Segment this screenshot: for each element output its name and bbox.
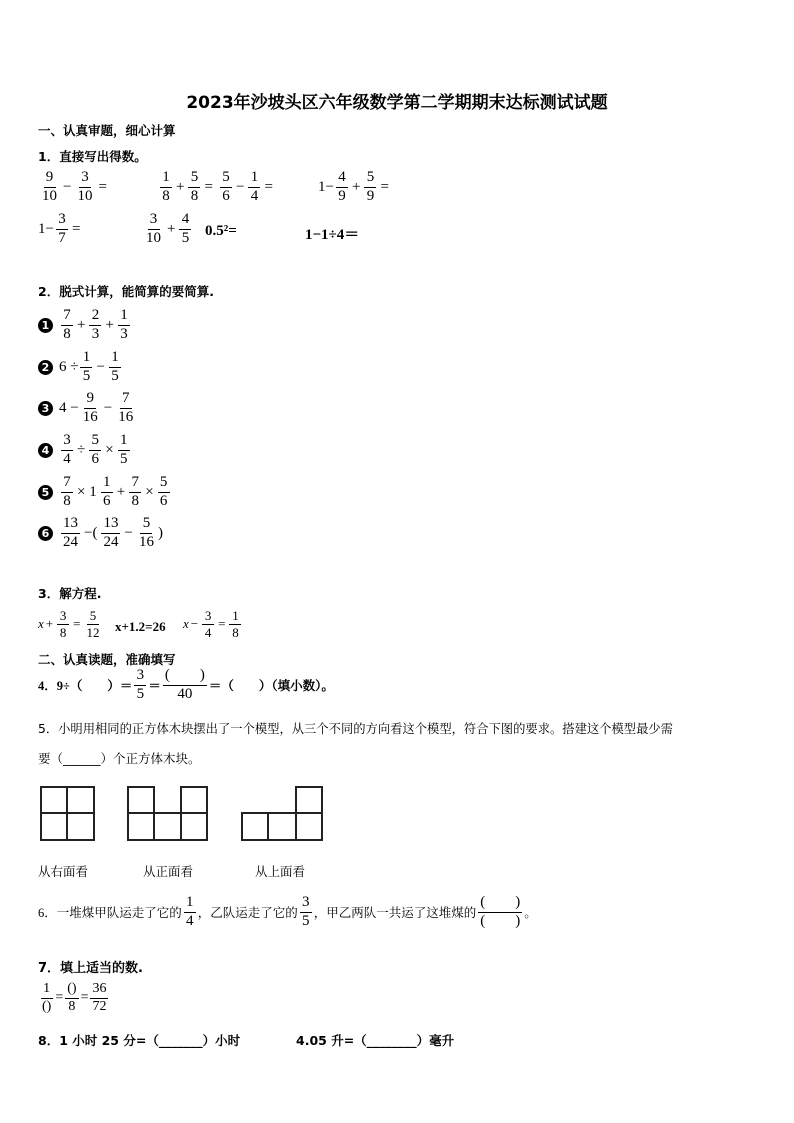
question-2-label: 2．脱式计算，能简算的要简算.: [38, 284, 214, 299]
q1-item-2: $\frac{1}{8}$ + $\frac{5}{8}$ =: [158, 170, 215, 205]
question-1-label: 1．直接写出得数。: [38, 149, 147, 164]
q2-expression-2: 2 6 ÷ $\frac{1}{5}$ − $\frac{1}{5}$: [38, 350, 123, 385]
q3-equation-2: x+1.2=26: [115, 619, 166, 634]
question-8-part-b: 4.05 升=（________）毫升: [296, 1033, 455, 1048]
question-6: 6．一堆煤甲队运走了它的 $\frac{1}{4}$ ，乙队运走了它的 $\frac{3}{5}$ ，甲乙两队一共运了这堆煤的 $\frac{( )}{( )}$ 。: [38, 894, 537, 929]
number-marker: 5: [38, 485, 53, 500]
q3-equation-1: x + $\frac{3}{8}$ = $\frac{5}{12}$: [38, 608, 100, 640]
q1-item-5: 1− $\frac{3}{7}$ =: [38, 211, 81, 246]
q1-item-4: 1− $\frac{4}{9}$ + $\frac{5}{9}$ =: [318, 169, 389, 204]
q2-expression-6: 6 $\frac{13}{24}$ −( $\frac{13}{24}$ − $\frac{5}{16}$ ): [38, 516, 163, 551]
caption-from-front: 从正面看: [143, 864, 194, 879]
page-title: 2023年沙坡头区六年级数学第二学期期末达标测试试题: [186, 93, 608, 113]
q2-expression-4: 4 $\frac{3}{4}$ ÷ $\frac{5}{6}$ × $\frac{1}{5}$: [38, 433, 132, 468]
q1-item-3: $\frac{5}{6}$ − $\frac{1}{4}$ =: [218, 170, 275, 205]
number-marker: 2: [38, 360, 53, 375]
question-7-label: 7．填上适当的数.: [38, 961, 143, 976]
q2-expression-3: 3 4 − $\frac{9}{16}$ − $\frac{7}{16}$: [38, 391, 137, 426]
q3-equation-3: x − $\frac{3}{4}$ = $\frac{1}{8}$: [183, 609, 243, 639]
q2-expression-5: 5 $\frac{7}{8}$ × 1 $\frac{1}{6}$ + $\frac{7}{8}$ × $\frac{5}{6}$: [38, 475, 172, 510]
number-marker: 1: [38, 318, 53, 333]
caption-from-right: 从右面看: [38, 864, 89, 879]
number-marker: 4: [38, 443, 53, 458]
question-5-line-2: 要（______）个正方体木块。: [38, 751, 201, 766]
section-1-heading: 一、认真审题，细心计算: [38, 123, 176, 138]
question-7-expression: $\frac{1}{()}$ = $\frac{()}{8}$ = $\frac{36}{72}$: [42, 981, 107, 1014]
question-3-label: 3．解方程.: [38, 586, 102, 601]
q1-item-8: 1−1÷4＝: [305, 227, 360, 243]
q1-item-1: $\frac{9}{10}$ − $\frac{3}{10}$ =: [42, 169, 107, 204]
section-2-heading: 二、认真读题，准确填写: [38, 652, 176, 667]
question-8-part-a: 8．1 小时 25 分=（_______）小时: [38, 1033, 241, 1048]
question-5-line-1: 5．小明用相同的正方体木块摆出了一个模型，从三个不同的方向看这个模型，符合下图的要求。搭建这个模型最少需: [38, 722, 673, 736]
view-from-right-figure: [40, 786, 96, 842]
q2-expression-1: 1 $\frac{7}{8}$ + $\frac{2}{3}$ + $\frac{1}{3}$: [38, 308, 132, 343]
question-4: 4．9÷（ ） ＝ $\frac{3}{5}$ ＝ $\frac{( )}{40}$ ＝（ ）（填小数）。: [38, 667, 334, 702]
view-from-front-figure: [127, 786, 209, 842]
q1-item-7: 0.5²=: [205, 223, 237, 239]
number-marker: 6: [38, 526, 53, 541]
caption-from-top: 从上面看: [255, 864, 306, 879]
number-marker: 3: [38, 401, 53, 416]
q1-item-6: $\frac{3}{10}$ + $\frac{4}{5}$: [142, 212, 193, 247]
view-from-top-figure: [241, 786, 323, 842]
